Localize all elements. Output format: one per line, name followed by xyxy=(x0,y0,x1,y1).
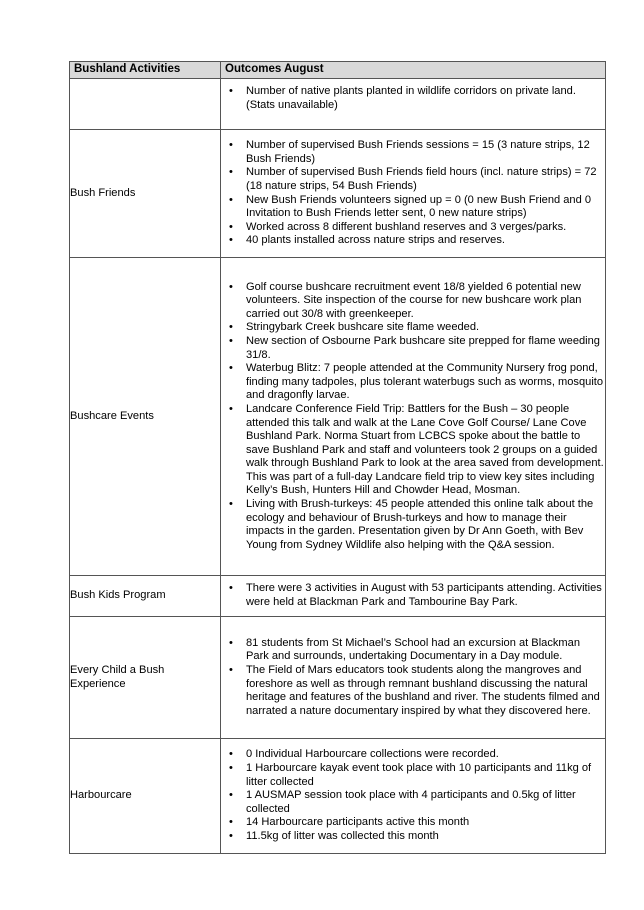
table-body xyxy=(70,79,606,854)
outcomes-cell xyxy=(221,79,606,130)
list-item: • Waterbug Blitz: 7 people attended at the Community Nursery frog pond, finding many tadpoles, plus tolerant waterbugs such as worms, mosquito and dragonfly larvae. xyxy=(246,362,605,403)
outcomes-cell xyxy=(221,617,606,739)
list-item: • New section of Osbourne Park bushcare site prepped for flame weeding 31/8. xyxy=(246,335,605,362)
outcomes-table xyxy=(69,61,606,854)
outcomes-cell xyxy=(221,576,606,617)
list-item: • 1 AUSMAP session took place with 4 participants and 0.5kg of litter collected xyxy=(246,789,605,816)
activity-cell xyxy=(70,79,221,130)
table-row xyxy=(70,739,606,854)
list-item: • Living with Brush-turkeys: 45 people attended this online talk about the ecology and behaviour of Brush-turkeys and how to manage their impacts in the garden. Presentation given by Dr Ann Goeth, with Bev Young from Sydney Wildlife also helping with the Q&A session. xyxy=(246,498,605,552)
outcomes-cell xyxy=(221,130,606,258)
outcomes-list xyxy=(221,85,605,112)
table-row xyxy=(70,79,606,130)
list-item: • 11.5kg of litter was collected this month xyxy=(246,830,605,844)
list-item: • Number of supervised Bush Friends sessions = 15 (3 nature strips, 12 Bush Friends) xyxy=(246,139,605,166)
list-item: • 1 Harbourcare kayak event took place with 10 participants and 11kg of litter collected xyxy=(246,762,605,789)
list-item: • The Field of Mars educators took students along the mangroves and foreshore as well as through remnant bushland discussing the natural heritage and features of the bushland and river. The students filmed and narrated a nature documentary inspired by what they discovered here. xyxy=(246,664,605,718)
outcomes-cell xyxy=(221,258,606,576)
activity-cell: Bush Friends xyxy=(70,130,221,258)
list-item: • Number of supervised Bush Friends field hours (incl. nature strips) = 72 (18 nature strips, 54 Bush Friends) xyxy=(246,166,605,193)
activity-cell: Every Child a Bush Experience xyxy=(70,617,221,739)
outcomes-list xyxy=(221,139,605,248)
activity-cell: Bushcare Events xyxy=(70,258,221,576)
list-item: • 81 students from St Michael’s School had an excursion at Blackman Park and surrounds, undertaking Documentary in a Day module. xyxy=(246,637,605,664)
activity-cell: Bush Kids Program xyxy=(70,576,221,617)
table-row xyxy=(70,576,606,617)
list-item: • New Bush Friends volunteers signed up = 0 (0 new Bush Friend and 0 Invitation to Bush Friends letter sent, 0 new nature strips) xyxy=(246,194,605,221)
header-bushland-activities: Bushland Activities xyxy=(70,62,221,79)
table-row xyxy=(70,258,606,576)
outcomes-cell xyxy=(221,739,606,854)
table-row xyxy=(70,617,606,739)
list-item: • Golf course bushcare recruitment event 18/8 yielded 6 potential new volunteers. Site inspection of the course for new bushcare work plan carried out 30/8 with greenkeeper. xyxy=(246,281,605,322)
outcomes-list xyxy=(221,281,605,553)
table-row xyxy=(70,130,606,258)
table-header-row xyxy=(70,62,606,79)
activity-cell: Harbourcare xyxy=(70,739,221,854)
outcomes-list xyxy=(221,582,605,609)
list-item: • Landcare Conference Field Trip: Battlers for the Bush – 30 people attended this talk and walk at the Lane Cove Golf Course/ Lane Cove Bushland Park. Norma Stuart from LCBCS spoke about the battle to save Bushland Park and staff and volunteers took 2 groups on a guided walk through Bushland Park to look at the area saved from development. This was part of a full-day Landcare field trip to view key sites including Kelly’s Bush, Hunters Hill and Chowder Head, Mosman. xyxy=(246,403,605,498)
header-outcomes-august: Outcomes August xyxy=(221,62,606,79)
list-item: • There were 3 activities in August with 53 participants attending. Activities were held at Blackman Park and Tambourine Bay Park. xyxy=(246,582,605,609)
outcomes-list xyxy=(221,637,605,719)
list-item: • 40 plants installed across nature strips and reserves. xyxy=(246,234,605,248)
list-item: • 0 Individual Harbourcare collections were recorded. xyxy=(246,748,605,762)
list-item: • Worked across 8 different bushland reserves and 3 verges/parks. xyxy=(246,221,605,235)
outcomes-list xyxy=(221,748,605,843)
list-item: • Stringybark Creek bushcare site flame weeded. xyxy=(246,321,605,335)
list-item: • 14 Harbourcare participants active this month xyxy=(246,816,605,830)
list-item: • Number of native plants planted in wildlife corridors on private land. (Stats unavailable) xyxy=(246,85,605,112)
